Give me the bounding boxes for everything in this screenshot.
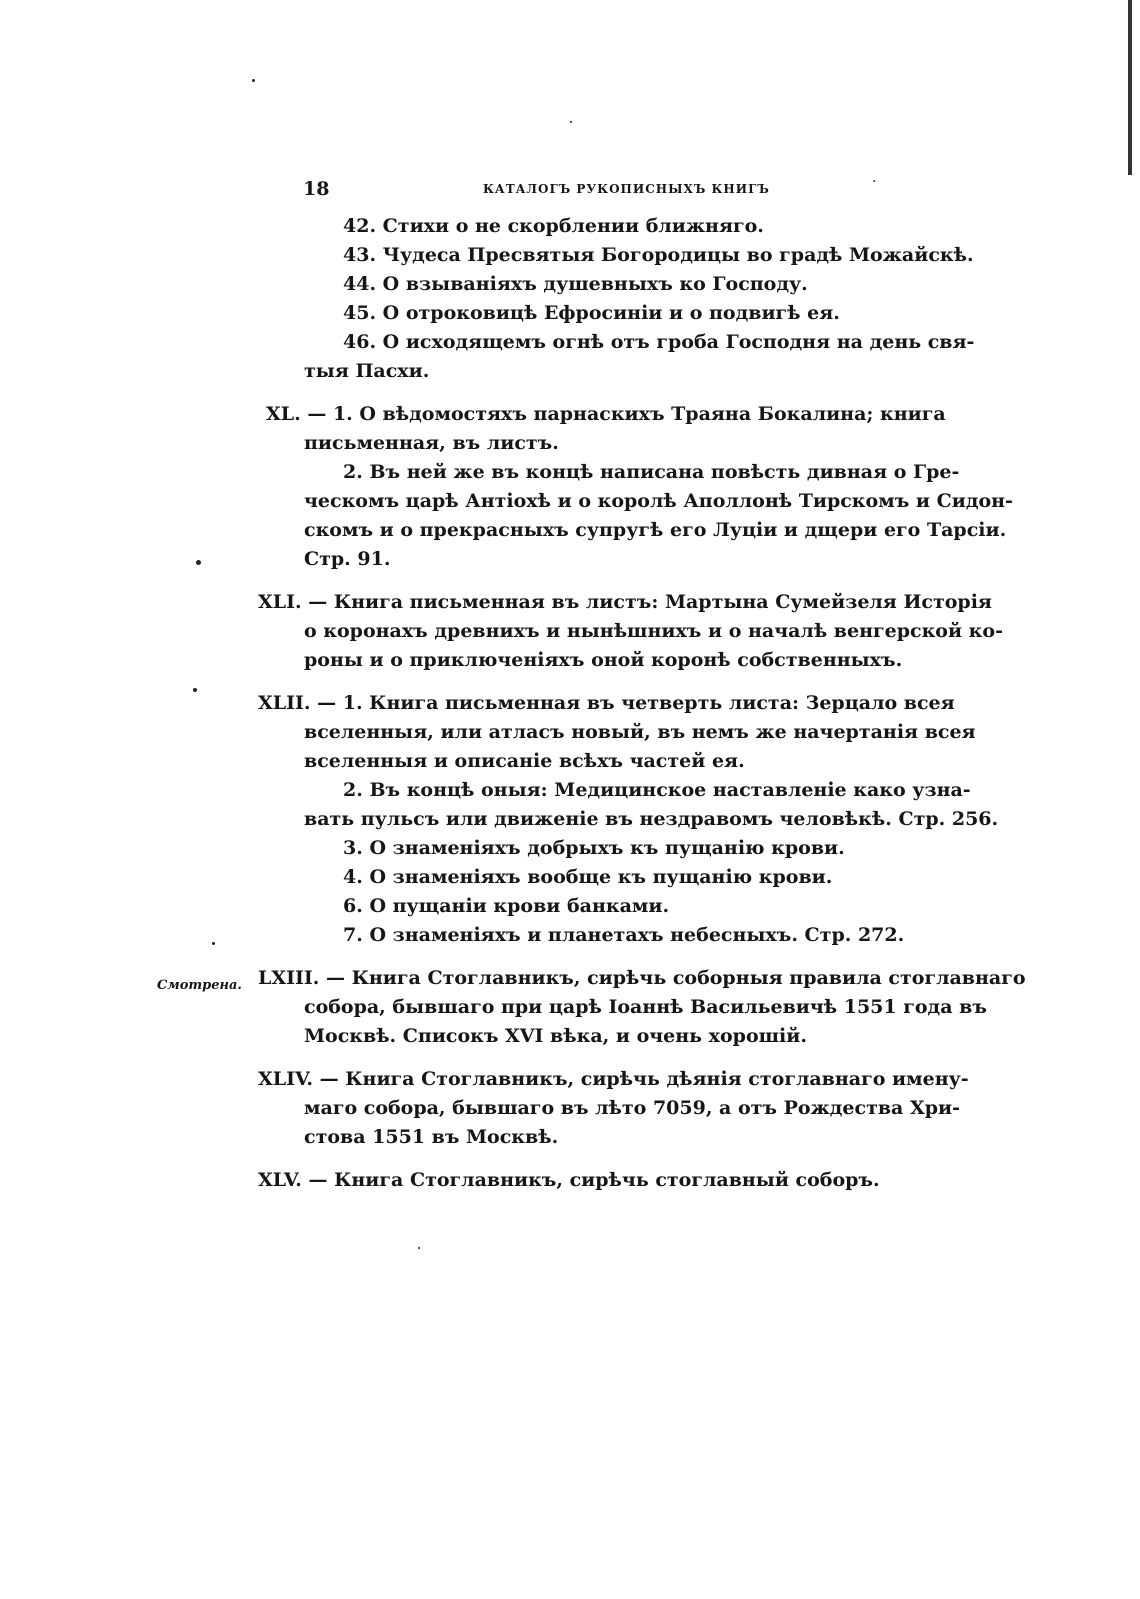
entry-heading-xliv: XLIV. — Книга Стоглавникъ, сирѣчь дѣянія стоглавнаго имену- (258, 1068, 969, 1090)
entry-line: маго собора, бывшаго въ лѣто 7059, а отъ Рождества Хри- (304, 1097, 960, 1119)
running-title: КАТАЛОГЪ РУКОПИСНЫХЪ КНИГЪ (483, 182, 770, 196)
entry-line: 7. О знаменіяхъ и планетахъ небесныхъ. Стр. 272. (343, 924, 905, 946)
scan-speck (570, 121, 572, 123)
entry-line: собора, бывшаго при царѣ Іоаннѣ Васильевичѣ 1551 года въ (304, 996, 987, 1018)
scan-speck (418, 1247, 420, 1249)
entry-line: 6. О пущаніи крови банками. (343, 895, 670, 917)
entry-line: 46. О исходящемъ огнѣ отъ гроба Господня на день свя- (343, 331, 975, 353)
entry-line: скомъ и о прекрасныхъ супругѣ его Луціи и дщери его Тарсіи. (304, 519, 1007, 541)
entry-line: вселенныя, или атласъ новый, въ немъ же начертанія всея (304, 721, 976, 743)
scan-speck (252, 79, 255, 82)
entry-line: 44. О взываніяхъ душевныхъ ко Господу. (343, 273, 808, 295)
entry-line: Стр. 91. (304, 548, 391, 570)
entry-line: 2. Въ концѣ оныя: Медицинское наставленіе како узна- (343, 779, 971, 801)
entry-line: 2. Въ ней же въ концѣ написана повѣсть дивная о Гре- (343, 461, 960, 483)
scan-speck (212, 942, 215, 945)
entry-line: тыя Пасхи. (304, 360, 430, 382)
page-number: 18 (303, 178, 330, 200)
entry-line: стова 1551 въ Москвѣ. (304, 1126, 559, 1148)
entry-line: 42. Стихи о не скорблении ближняго. (343, 215, 764, 237)
scan-speck (196, 560, 201, 565)
entry-heading-xlii: XLII. — 1. Книга письменная въ четверть листа: Зерцало всея (258, 692, 955, 714)
entry-line: роны и о приключеніяхъ оной коронѣ собственныхъ. (304, 649, 903, 671)
entry-line: 3. О знаменіяхъ добрыхъ къ пущанію крови. (343, 837, 845, 859)
entry-heading-xliii: LXIII. — Книга Стоглавникъ, сирѣчь соборныя правила стоглавнаго (258, 967, 1026, 989)
entry-line: ческомъ царѣ Антіохѣ и о королѣ Аполлонѣ Тирскомъ и Сидон- (304, 490, 1013, 512)
entry-heading-xl: XL. — 1. О вѣдомостяхъ парнаскихъ Траяна Бокалина; книга (266, 403, 946, 425)
entry-line: 43. Чудеса Пресвятыя Богородицы во градѣ Можайскѣ. (343, 244, 974, 266)
margin-note: Смотрена. (157, 978, 242, 993)
entry-line: 45. О отроковицѣ Ефросиніи и о подвигѣ ея. (343, 302, 840, 324)
entry-heading-xli: XLI. — Книга письменная въ листъ: Мартына Сумейзеля Исторія (258, 591, 992, 613)
catalog-body (258, 212, 1026, 1195)
entry-line: 4. О знаменіяхъ вообще къ пущанію крови. (343, 866, 833, 888)
entry-line: вать пульсъ или движеніе въ нездравомъ человѣкѣ. Стр. 256. (304, 808, 999, 830)
entry-line: вселенныя и описаніе всѣхъ частей ея. (304, 750, 745, 772)
entry-line: о коронахъ древнихъ и нынѣшнихъ и о началѣ венгерской ко- (304, 620, 1003, 642)
scan-edge-rule (1128, 0, 1132, 175)
entry-heading-xlv: XLV. — Книга Стоглавникъ, сирѣчь стоглавный соборъ. (258, 1169, 880, 1191)
scan-speck (193, 688, 197, 692)
header-mark: · (872, 174, 877, 190)
entry-line: письменная, въ листъ. (304, 432, 559, 454)
entry-line: Москвѣ. Списокъ XVI вѣка, и очень хорошій. (304, 1025, 807, 1047)
